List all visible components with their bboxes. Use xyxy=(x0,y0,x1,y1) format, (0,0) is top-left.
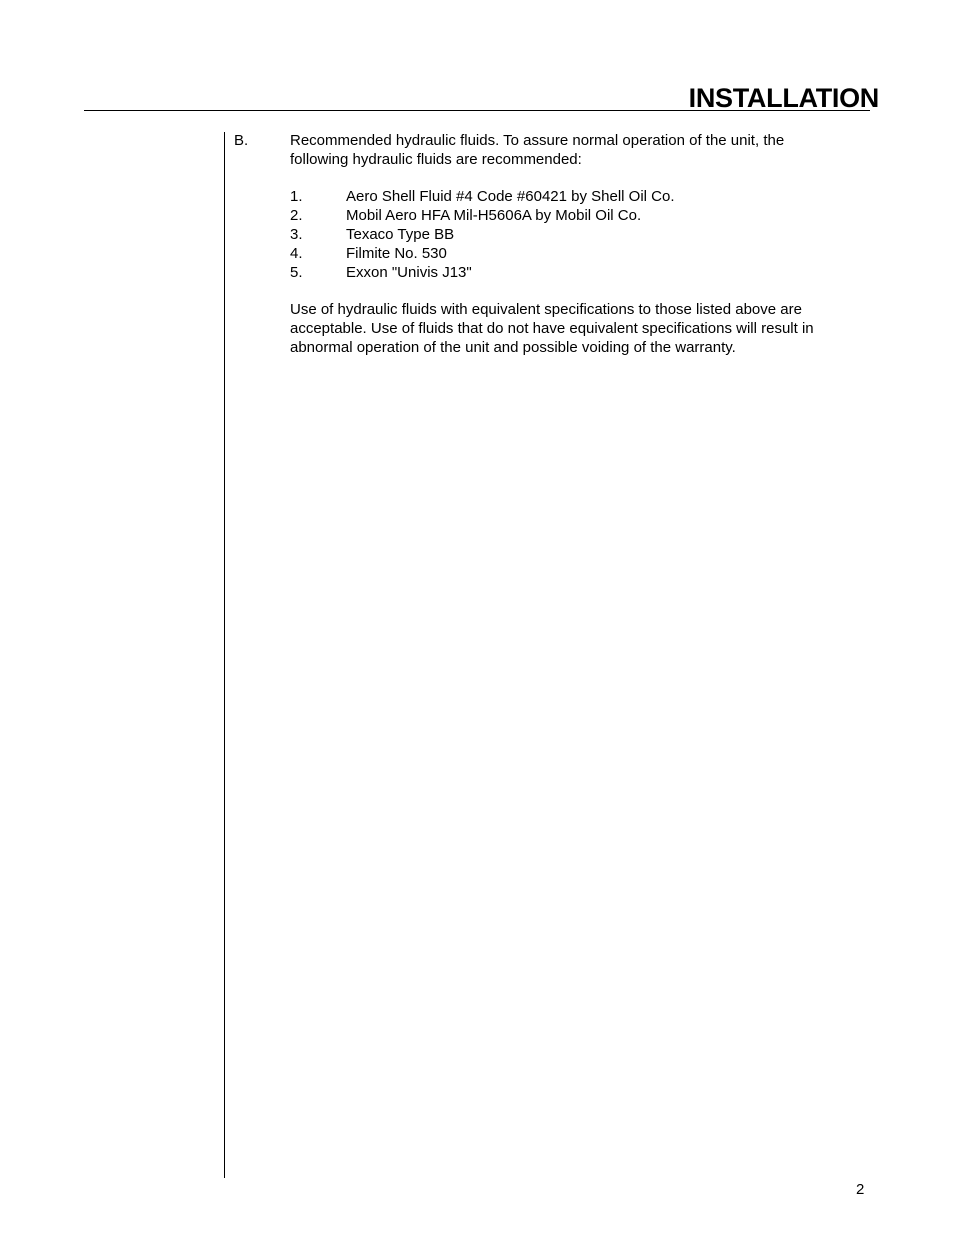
list-item-text: Aero Shell Fluid #4 Code #60421 by Shell Oil Co. xyxy=(346,188,675,205)
list-item-text: Texaco Type BB xyxy=(346,226,455,243)
fluid-list xyxy=(290,187,824,282)
page-number: 2 xyxy=(856,1181,865,1198)
list-item-text: Mobil Aero HFA Mil-H5606A by Mobil Oil Co. xyxy=(346,207,642,224)
page-title: INSTALLATION xyxy=(688,83,879,113)
list-item-text: Filmite No. 530 xyxy=(346,245,447,262)
list-item-number: 1. xyxy=(290,188,303,205)
list-item xyxy=(290,244,824,263)
list-item xyxy=(290,225,824,244)
section-intro-row xyxy=(234,131,824,169)
warranty-note: Use of hydraulic fluids with equivalent specifications to those listed above are acceptable. Use of fluids that do not have equivalent specifications will result in abnormal operation of the unit and possible voiding of the warranty. xyxy=(290,301,814,356)
section-intro: Recommended hydraulic fluids. To assure normal operation of the unit, the following hydraulic fluids are recommended: xyxy=(290,132,785,168)
section-b xyxy=(234,131,824,357)
title-underline xyxy=(84,110,870,111)
list-item xyxy=(290,263,824,282)
list-item-number: 2. xyxy=(290,207,303,224)
list-item xyxy=(290,206,824,225)
list-item-text: Exxon "Univis J13" xyxy=(346,264,472,281)
margin-rule xyxy=(224,132,225,1178)
list-item-number: 3. xyxy=(290,226,303,243)
list-item-number: 4. xyxy=(290,245,303,262)
section-letter: B. xyxy=(234,132,249,149)
list-item-number: 5. xyxy=(290,264,303,281)
list-item xyxy=(290,187,824,206)
